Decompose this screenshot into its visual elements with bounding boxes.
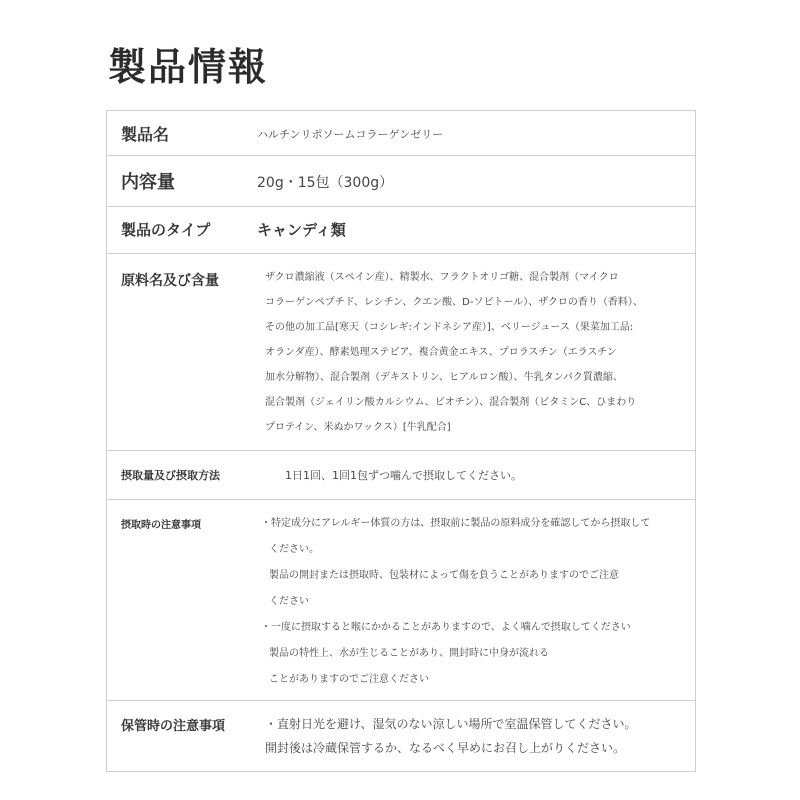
row-label: 内容量 xyxy=(121,172,175,193)
text-line: 製品の特性上、水が生じることがあり、開封時に中身が流れる xyxy=(269,648,549,659)
row-value xyxy=(261,516,650,698)
text-line: コラーゲンペプチド、レシチン、クエン酸、D-ソビトール）、ザクロの香り（香料）、 xyxy=(265,297,643,308)
text-line: ・一度に摂取すると喉にかかることがありますので、よく噛んで摂取してください xyxy=(261,622,631,633)
table-row-ingredients xyxy=(106,254,696,451)
text-line: オランダ産）、酵素処理ステビア、複合黄金エキス、プロラスチン（エラスチン xyxy=(265,347,617,358)
row-label: 製品名 xyxy=(121,125,170,144)
row-value: 1日1回、1回1包ずつ噛んで摂取してください。 xyxy=(285,469,522,482)
text-line: 加水分解物）、混合製剤（デキストリン、ヒアルロン酸）、牛乳タンパク質濃縮、 xyxy=(265,372,623,383)
table-row-product-name xyxy=(106,111,696,156)
row-label: 保管時の注意事項 xyxy=(121,719,226,734)
row-value: ハルチンリポソームコラーゲンゼリー xyxy=(257,128,444,141)
row-label: 原料名及び含量 xyxy=(121,273,219,289)
table-row-intake-caution xyxy=(106,500,696,701)
table-row-product-type xyxy=(106,207,696,254)
product-info-table xyxy=(106,110,696,772)
row-label: 摂取量及び摂取方法 xyxy=(121,469,220,482)
text-line: プロテイン、米ぬかワックス）[牛乳配合] xyxy=(265,422,451,433)
text-line: その他の加工品[寒天（コシレギ:インドネシア産）]、ベリージュース（果菜加工品: xyxy=(265,322,634,333)
row-value xyxy=(265,270,643,445)
row-label: 摂取時の注意事項 xyxy=(121,520,201,531)
text-line: ください。 xyxy=(269,544,319,555)
table-row-intake xyxy=(106,451,696,500)
text-line: 製品の開封または摂取時、包装材によって傷を負うことがありますのでご注意 xyxy=(269,570,619,581)
table-row-storage-caution xyxy=(106,701,696,772)
page-title: 製品情報 xyxy=(108,45,269,89)
row-value xyxy=(265,715,637,763)
text-line: 混合製剤（ジェイリン酸カルシウム、ビオチン）、混合製剤（ビタミンC、ひまわり xyxy=(265,397,637,408)
text-line: ください xyxy=(269,596,309,607)
text-line: ザクロ濃縮液（スペイン産）、精製水、フラクトオリゴ糖、混合製剤（マイクロ xyxy=(265,272,619,283)
row-value: 20g・15包（300g） xyxy=(257,175,394,191)
text-line: ことがありますのでご注意ください xyxy=(269,674,429,685)
text-line: ・特定成分にアレルギー体質の方は、摂取前に製品の原料成分を確認してから摂取して xyxy=(261,518,651,529)
row-value: キャンディ類 xyxy=(257,221,346,239)
table-row-volume xyxy=(106,156,696,207)
text-line: 開封後は冷蔵保管するか、なるべく早めにお召し上がりください。 xyxy=(265,741,626,755)
row-label: 製品のタイプ xyxy=(121,221,211,239)
text-line: ・直射日光を避け、湿気のない涼しい場所で室温保管してください。 xyxy=(265,717,637,731)
